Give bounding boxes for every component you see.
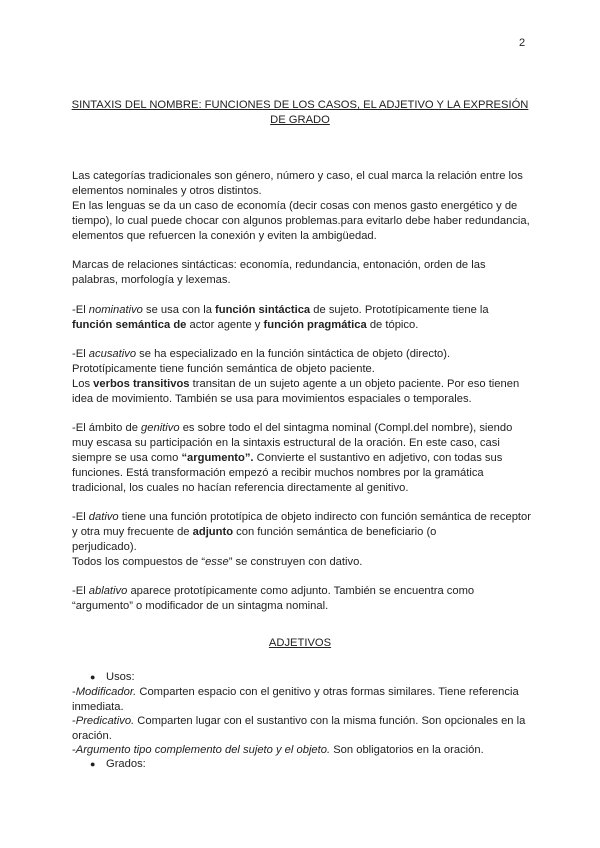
dativo-line: Todos los compuestos de “esse” se construyen con dativo.: [72, 556, 363, 568]
document-title-line2: DE GRADO: [270, 114, 330, 126]
term-genitivo: genitivo: [141, 422, 180, 434]
intro-line: elementos nominales y otros distintos.: [72, 185, 262, 197]
marcas-line: palabras, morfología y lexemas.: [72, 274, 231, 286]
acusativo-line: idea de movimiento. También se usa para movimientos espaciales o temporales.: [72, 393, 472, 405]
document-title-line1: SINTAXIS DEL NOMBRE: FUNCIONES DE LOS CASOS, EL ADJETIVO Y LA EXPRESIÓN: [71, 99, 529, 111]
intro-line: En las lenguas se da un caso de economía (decir cosas con menos gasto energético y de: [72, 200, 518, 212]
acusativo-line: Prototípicamente tiene función semántica de objeto paciente.: [72, 363, 375, 375]
dativo-line: -El dativo tiene una función prototípica de objeto indirecto con función semántica de receptor: [72, 511, 531, 523]
genitivo-line: siempre se usa como “argumento”. Convierte el sustantivo en adjetivo, con todas sus: [72, 452, 503, 464]
ablativo-line: “argumento” o modificador de un sintagma nominal.: [72, 600, 329, 612]
ablativo-line: -El ablativo aparece prototípicamente como adjunto. También se encuentra como: [72, 585, 475, 597]
adjetivo-use-line: inmediata.: [72, 701, 124, 713]
page-number: 2: [519, 37, 526, 49]
dativo-line: y otra muy frecuente de adjunto con función semántica de beneficiario (o: [72, 526, 437, 538]
genitivo-line: -El ámbito de genitivo es sobre todo el del sintagma nominal (Compl.del nombre), siendo: [72, 422, 513, 434]
adjetivo-use-line: -Predicativo. Comparten lugar con el sustantivo con la misma función. Son opcionales en la: [72, 715, 526, 727]
term-ablativo: ablativo: [88, 585, 128, 597]
term-dativo: dativo: [88, 511, 119, 523]
marcas-line: Marcas de relaciones sintácticas: economía, redundancia, entonación, orden de las: [72, 259, 486, 271]
bullet-icon: ●: [90, 672, 96, 682]
intro-line: Las categorías tradicionales son género, número y caso, el cual marca la relación entre los: [72, 170, 523, 182]
genitivo-line: funciones. Está transformación empezó a recibir muchos nombres por la gramática: [72, 467, 484, 479]
intro-line: elementos que refuercen la conexión y eviten la ambigüedad.: [72, 230, 377, 242]
acusativo-line: -El acusativo se ha especializado en la función sintáctica de objeto (directo).: [72, 348, 451, 360]
adjetivo-use-line: -Argumento tipo complemento del sujeto y el objeto. Son obligatorios en la oración.: [72, 744, 484, 756]
section-heading-adjetivos: ADJETIVOS: [268, 637, 332, 649]
term-acusativo: acusativo: [88, 348, 137, 360]
genitivo-line: tradicional, los cuales no hacían referencia directamente al genitivo.: [72, 482, 409, 494]
adjetivo-use-line: -Modificador. Comparten espacio con el genitivo y otras formas similares. Tiene referencia: [72, 686, 519, 698]
term-nominativo: nominativo: [88, 304, 143, 316]
nominativo-line: función semántica de actor agente y función pragmática de tópico.: [72, 319, 419, 331]
acusativo-line: Los verbos transitivos transitan de un sujeto agente a un objeto paciente. Por eso tienen: [72, 378, 520, 390]
bullet-grados: ● Grados:: [90, 758, 146, 770]
adjetivo-use-line: oración.: [72, 730, 112, 742]
genitivo-line: muy escasa su participación en la sintaxis estructural de la oración. En este caso, casi: [72, 437, 500, 449]
bullet-usos: ● Usos:: [90, 671, 135, 683]
dativo-line: perjudicado).: [72, 541, 137, 553]
nominativo-line: -El nominativo se usa con la función sintáctica de sujeto. Prototípicamente tiene la: [72, 304, 489, 316]
bullet-icon: ●: [90, 759, 96, 769]
intro-line: tiempo), lo cual puede chocar con algunos problemas.para evitarlo debe haber redundancia,: [72, 215, 530, 227]
